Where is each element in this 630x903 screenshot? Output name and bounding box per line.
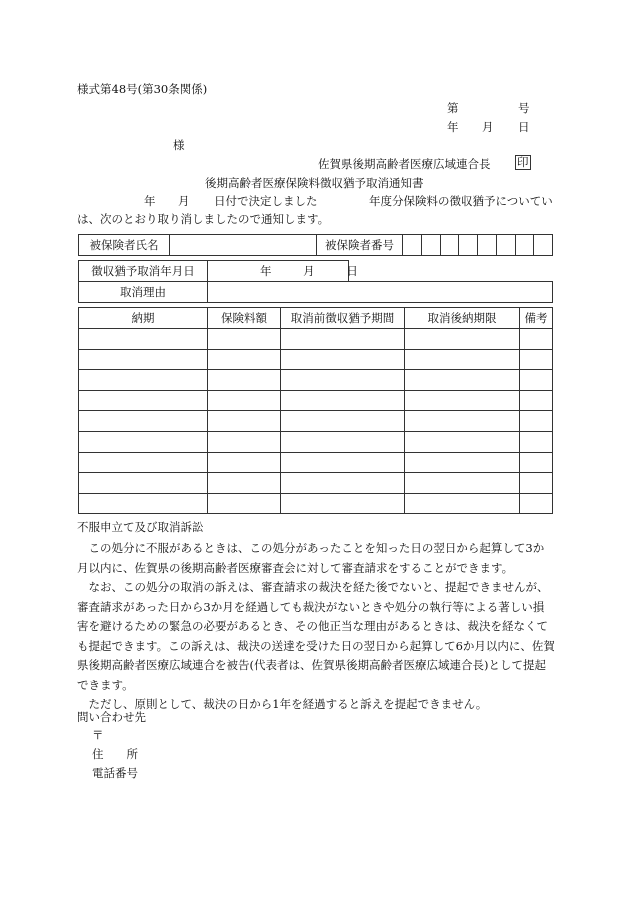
header-premium-amount: 保険料額	[208, 308, 281, 329]
period-table-cell[interactable]	[79, 473, 208, 494]
contact-heading: 問い合わせ先	[77, 710, 146, 724]
period-table-cell[interactable]	[405, 411, 520, 432]
period-table-cell[interactable]	[208, 329, 281, 350]
period-table-cell[interactable]	[405, 431, 520, 452]
period-table-cell[interactable]	[281, 411, 405, 432]
period-table-row	[79, 452, 553, 473]
period-table-cell[interactable]	[405, 349, 520, 370]
insured-number-boxes	[403, 235, 552, 255]
period-table-cell[interactable]	[520, 431, 553, 452]
period-table-cell[interactable]	[281, 329, 405, 350]
header-deferral-before: 取消前徴収猶予期間	[281, 308, 405, 329]
intro-line2: は、次のとおり取り消しましたので通知します。	[77, 212, 330, 226]
intro-month: 月	[178, 194, 190, 208]
period-table-row	[79, 370, 553, 391]
period-table-cell[interactable]	[79, 431, 208, 452]
intro-year: 年	[144, 194, 156, 208]
cancel-date-year: 年	[260, 264, 272, 278]
period-table-row	[79, 349, 553, 370]
period-table-cell[interactable]	[208, 370, 281, 391]
period-table-cell[interactable]	[208, 411, 281, 432]
cancel-date-spacer	[349, 261, 553, 282]
period-table-cell[interactable]	[520, 370, 553, 391]
period-table-cell[interactable]	[405, 390, 520, 411]
date-day: 日	[518, 120, 530, 134]
period-table-row	[79, 473, 553, 494]
period-table-row	[79, 329, 553, 350]
period-table-cell[interactable]	[79, 329, 208, 350]
appeal-paragraph-2: なお、この処分の取消の訴えは、審査請求の裁決を経た後でないと、提起できませんが、審査請求があった日から3か月を経過しても裁決がないときや処分の執行等による著しい損害を避けるための緊急の必要があるとき、その他正当な理由があるときは、裁決を経なくても提起できます。この訴えは、裁決の送達を受けた日の翌日から起算して6か月以内に、佐賀県後期高齢者医療広域連合を被告(代表者は、佐賀県後期高齢者医療広域連合長)として提起できます。	[77, 580, 555, 692]
period-table-cell[interactable]	[79, 452, 208, 473]
postal-mark: 〒	[92, 728, 104, 742]
appeal-heading: 不服申立て及び取消訴訟	[77, 520, 204, 534]
period-table-cell[interactable]	[281, 493, 405, 514]
period-table-cell[interactable]	[79, 370, 208, 391]
document-title: 後期高齢者医療保険料徴収猶予取消通知書	[205, 176, 424, 190]
header-due-period: 納期	[79, 308, 208, 329]
address-label: 住 所	[92, 747, 138, 761]
seal-mark: 印	[517, 155, 529, 169]
cancel-date-month: 月	[303, 264, 315, 278]
period-table-cell[interactable]	[79, 390, 208, 411]
period-table-cell[interactable]	[208, 390, 281, 411]
period-table-cell[interactable]	[208, 493, 281, 514]
period-table-cell[interactable]	[520, 390, 553, 411]
digit-box	[458, 235, 477, 255]
cancellation-table	[78, 260, 553, 303]
digit-box	[477, 235, 496, 255]
digit-box	[440, 235, 459, 255]
insured-number-field[interactable]	[403, 235, 553, 256]
date-year: 年	[447, 120, 459, 134]
digit-box	[403, 235, 421, 255]
addressee-suffix: 様	[173, 138, 185, 152]
period-table-cell[interactable]	[208, 349, 281, 370]
phone-label: 電話番号	[92, 766, 138, 780]
appeal-paragraph-1: この処分に不服があるときは、この処分があったことを知った日の翌日から起算して3か月以内に、佐賀県の後期高齢者医療審査会に対して審査請求をすることができます。	[77, 541, 545, 575]
period-table-cell[interactable]	[520, 493, 553, 514]
date-month: 月	[482, 120, 494, 134]
period-table-cell[interactable]	[405, 370, 520, 391]
period-table-cell[interactable]	[405, 329, 520, 350]
period-table-cell[interactable]	[520, 473, 553, 494]
period-table-cell[interactable]	[281, 370, 405, 391]
period-table-cell[interactable]	[208, 431, 281, 452]
issuer-name: 佐賀県後期高齢者医療広域連合長	[318, 157, 491, 171]
period-table-row	[79, 411, 553, 432]
period-table-header	[79, 308, 553, 329]
period-table-cell[interactable]	[208, 473, 281, 494]
period-table-cell[interactable]	[281, 431, 405, 452]
period-table-cell[interactable]	[281, 390, 405, 411]
form-number: 様式第48号(第30条関係)	[77, 82, 208, 96]
intro-decided: 日付で決定しました	[214, 194, 318, 208]
period-table-cell[interactable]	[520, 329, 553, 350]
insured-table	[78, 234, 553, 256]
intro-fiscal: 年度分保険料の徴収猶予についてい	[369, 194, 553, 208]
insured-name-label: 被保険者氏名	[79, 235, 170, 256]
header-due-date-after: 取消後納期限	[405, 308, 520, 329]
cancel-date-label: 徴収猶予取消年月日	[79, 261, 208, 282]
document-number-suffix: 号	[518, 101, 530, 115]
period-table-cell[interactable]	[520, 452, 553, 473]
document-number-prefix: 第	[447, 101, 459, 115]
header-remarks: 備考	[520, 308, 553, 329]
period-table-cell[interactable]	[281, 349, 405, 370]
period-table-cell[interactable]	[281, 473, 405, 494]
insured-number-label: 被保険者番号	[317, 235, 403, 256]
period-table-cell[interactable]	[405, 493, 520, 514]
digit-box	[421, 235, 440, 255]
period-table-cell[interactable]	[520, 349, 553, 370]
cancel-reason-field[interactable]	[208, 282, 553, 303]
digit-box	[496, 235, 515, 255]
cancel-date-field[interactable]	[208, 261, 358, 282]
period-table-cell[interactable]	[208, 452, 281, 473]
period-table-row	[79, 493, 553, 514]
period-table-cell[interactable]	[405, 452, 520, 473]
period-table	[78, 307, 553, 514]
period-table-cell[interactable]	[405, 473, 520, 494]
digit-box	[533, 235, 552, 255]
period-table-cell[interactable]	[79, 493, 208, 514]
appeal-paragraph-3: ただし、原則として、裁決の日から1年を経過すると訴えを提起できません。	[88, 697, 488, 711]
period-table-row	[79, 431, 553, 452]
insured-name-field[interactable]	[170, 235, 317, 256]
cancel-date-day: 日	[346, 264, 358, 278]
period-table-cell[interactable]	[79, 349, 208, 370]
period-table-row	[79, 390, 553, 411]
digit-box	[515, 235, 534, 255]
period-table-cell[interactable]	[520, 411, 553, 432]
cancel-reason-label: 取消理由	[79, 282, 208, 303]
period-table-cell[interactable]	[79, 411, 208, 432]
period-table-cell[interactable]	[281, 452, 405, 473]
